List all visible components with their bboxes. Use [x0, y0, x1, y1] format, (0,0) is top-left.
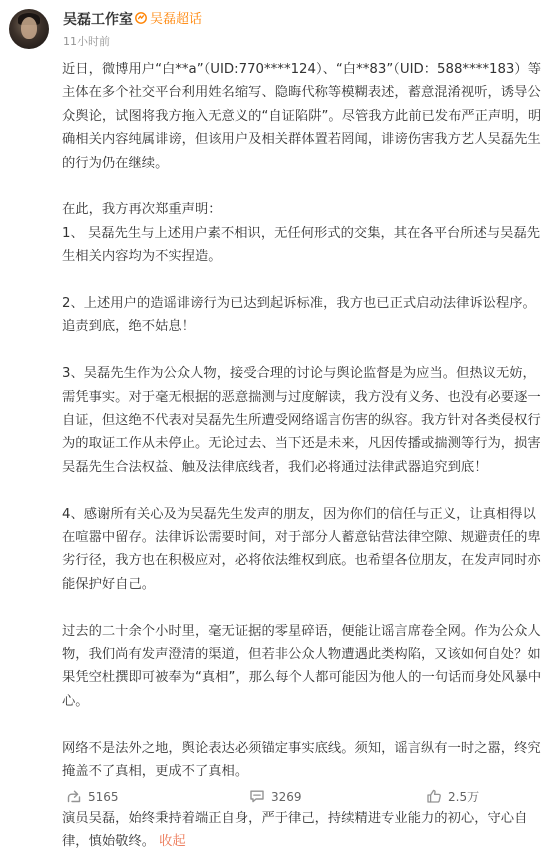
super-topic-icon: [135, 12, 147, 24]
paragraph-statement-3: 3、吴磊先生作为公众人物，接受合理的讨论与舆论监督是为应当。但热议无妨，需凭事实。对于毫无根据的恶意揣测与过度解读，我方没有义务、也没有必要逐一自证，但这绝不代表对吴磊先生所遭受网络谣言伤害的纵容。我方针对各类侵权行为的取证工作从未停止。无论过去、当下还是未来，凡因传播或揣测等行为，损害吴磊先生合法权益、触及法律底线者，我们必将通过法律武器追究到底！: [62, 366, 541, 475]
paragraph-warning: 网络不是法外之地，舆论表达必须锚定事实底线。须知，谣言纵有一时之嚣，终究掩盖不了真相，更成不了真相。: [62, 740, 541, 780]
like-icon: [426, 788, 442, 804]
collapse-link[interactable]: 收起: [159, 834, 186, 850]
avatar-face: [21, 17, 37, 39]
super-topic-link[interactable]: [135, 11, 202, 29]
post-content: [62, 58, 544, 854]
super-topic-label: 吴磊超话: [150, 12, 203, 27]
paragraph-statement-1: 在此，我方再次郑重声明： 1、 吴磊先生与上述用户素不相识，无任何形式的交集，其在各平台所述与吴磊先生相关内容均为不实捏造。: [62, 202, 541, 265]
like-button[interactable]: [426, 786, 479, 808]
share-button[interactable]: [66, 786, 119, 808]
avatar[interactable]: [9, 9, 49, 49]
share-icon: [66, 788, 82, 804]
comment-count: 3269: [271, 790, 302, 804]
paragraph-intro: 近日，微博用户“白**a”（UID:770****124）、“白**83”（UID：588****183）等主体在多个社交平台利用姓名缩写、隐晦代称等模糊表述，蓄意混淆视听，诱导公众舆论，试图将我方拖入无意义的“自证陷阱”。尽管我方此前已发布严正声明，明确相关内容纯属诽谤，但该用户及相关群体置若罔闻，诽谤伤害我方艺人吴磊先生的行为仍在继续。: [62, 62, 542, 171]
post-actions: [0, 786, 550, 808]
like-count: 2.5万: [448, 790, 480, 804]
author-name[interactable]: 吴磊工作室: [63, 12, 133, 28]
comment-button[interactable]: [249, 786, 302, 808]
paragraph-statement-2: 2、上述用户的造谣诽谤行为已达到起诉标准，我方也已正式启动法律诉讼程序。追责到底，绝不姑息！: [62, 296, 536, 335]
comment-icon: [249, 788, 265, 804]
paragraph-closing: [62, 807, 544, 854]
share-count: 5165: [88, 790, 119, 804]
paragraph-statement-4: 4、感谢所有关心及为吴磊先生发声的朋友，因为你们的信任与正义，让真相得以在喧嚣中留存。法律诉讼需要时间，对于部分人蓄意钻营法律空隙、规避责任的卑劣行径，我方也在积极应对，必将依法维权到底。也希望各位朋友，在发声同时亦能保护好自己。: [62, 506, 541, 592]
paragraph-closing-text: 演员吴磊，始终秉持着端正自身，严于律己，持续精进专业能力的初心，守心自律，慎始敬终。: [62, 810, 528, 850]
post-header: [0, 0, 550, 50]
paragraph-context: 过去的二十余个小时里，毫无证据的零星碎语，便能让谣言席卷全网。作为公众人物，我们尚有发声澄清的渠道，但若非公众人物遭遇此类构陷，又该如何自处？如果凭空杜撰即可被奉为“真相”，那么每个人都可能因为他人的一句话而身处风暴中心。: [62, 623, 542, 709]
post-timestamp[interactable]: 11小时前: [63, 35, 110, 48]
